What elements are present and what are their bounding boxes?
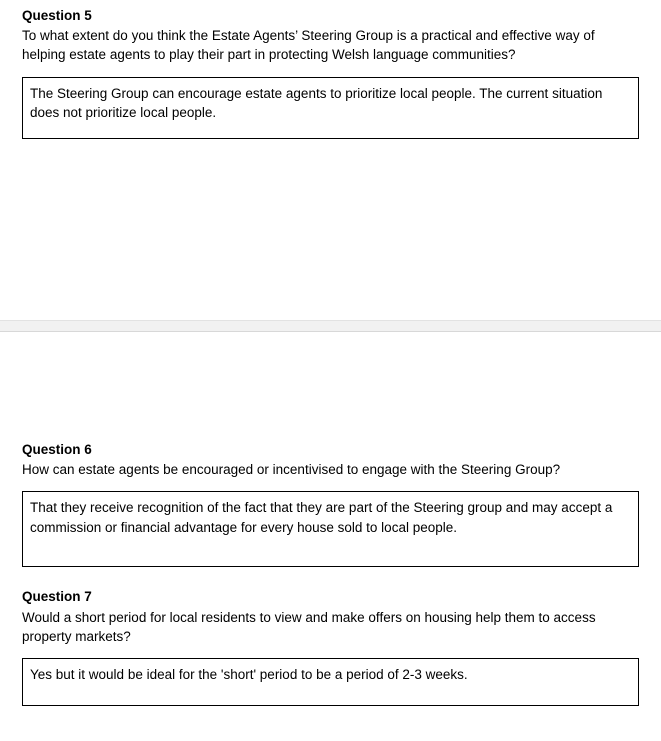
question-6-text: How can estate agents be encouraged or incentivised to engage with the Steering Group? xyxy=(22,462,561,478)
question-7-label: Question 7 xyxy=(22,589,92,605)
question-6-label: Question 6 xyxy=(22,442,92,457)
document-page-1 xyxy=(0,0,661,320)
question-6-answer-box[interactable]: That they receive recognition of the fact that they are part of the Steering group and may accept a commission or financial advantage for every house sold to local people. xyxy=(22,491,639,567)
question-5-label: Question 5 xyxy=(22,8,92,23)
question-5-answer-box[interactable]: The Steering Group can encourage estate agents to prioritize local people. The current situation does not prioritize local people. xyxy=(22,77,639,139)
question-7-text: Would a short period for local residents to view and make offers on housing help them to access property markets? xyxy=(22,609,596,644)
question-5-text: To what extent do you think the Estate Agents’ Steering Group is a practical and effective way of helping estate agents to play their part in protecting Welsh language communities? xyxy=(22,28,595,63)
document-page-2 xyxy=(0,332,661,741)
question-7-answer-box[interactable]: Yes but it would be ideal for the 'short' period to be a period of 2-3 weeks. xyxy=(22,658,639,706)
page-break-divider xyxy=(0,320,661,332)
